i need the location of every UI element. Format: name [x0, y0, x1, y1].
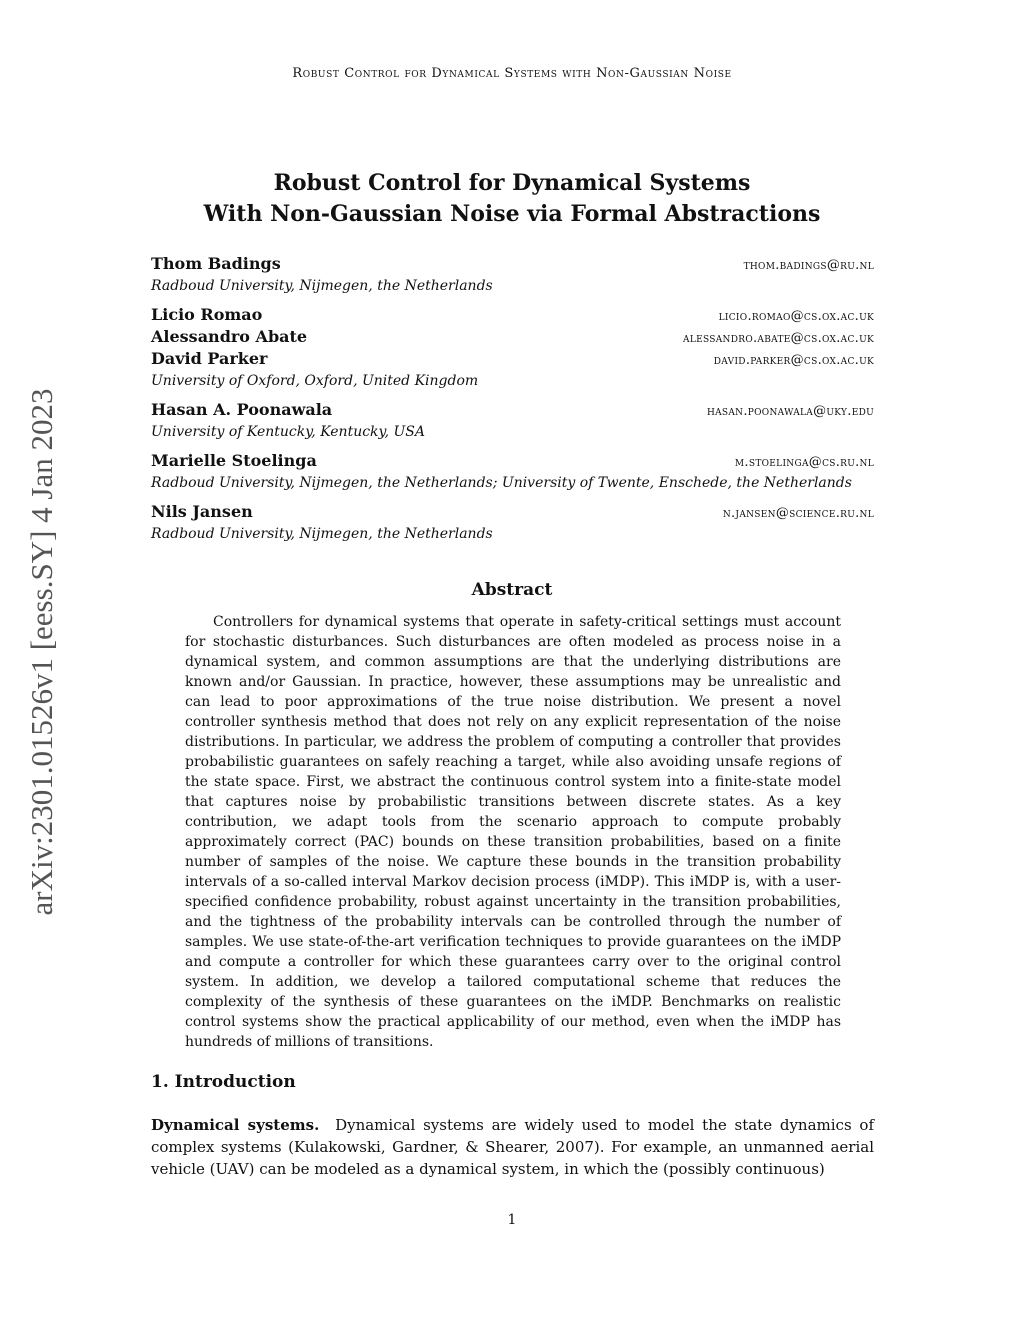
author-group [151, 305, 874, 391]
author-name: Nils Jansen [151, 502, 253, 521]
author-group [151, 502, 874, 544]
author-email[interactable]: m.stoelinga@cs.ru.nl [734, 455, 874, 470]
author-row [151, 305, 874, 327]
author-row [151, 254, 874, 276]
page-number: 1 [507, 1212, 517, 1228]
run-in-heading: Dynamical systems. [151, 1116, 320, 1134]
author-email[interactable]: thom.badings@ru.nl [743, 258, 874, 273]
author-email[interactable]: n.jansen@science.ru.nl [722, 506, 874, 521]
author-group [151, 400, 874, 442]
author-name: Licio Romao [151, 305, 263, 324]
section-heading: 1. Introduction [151, 1072, 296, 1092]
author-group [151, 254, 874, 296]
author-group [151, 451, 874, 493]
author-name: Hasan A. Poonawala [151, 400, 333, 419]
intro-paragraph [151, 1114, 874, 1180]
title-line: With Non-Gaussian Noise via Formal Abstractions [203, 201, 821, 227]
paragraph-text: Dynamical systems are widely used to model the state dynamics of complex systems (Kulakowski, Gardner, & Shearer, 2007). For example, an unmanned aerial vehicle (UAV) can be modeled as a dynamical system, in which the (possibly continuous) [151, 1116, 874, 1178]
author-row [151, 327, 874, 349]
author-row [151, 349, 874, 371]
author-email[interactable]: hasan.poonawala@uky.edu [706, 404, 874, 419]
author-name: Alessandro Abate [151, 327, 308, 346]
author-affiliation: University of Kentucky, Kentucky, USA [151, 424, 425, 440]
author-name: Thom Badings [151, 254, 281, 273]
arxiv-stamp: arXiv:2301.01526v1 [eess.SY] 4 Jan 2023 [24, 388, 59, 916]
author-affiliation: University of Oxford, Oxford, United Kingdom [151, 373, 479, 389]
abstract-heading: Abstract [471, 580, 553, 600]
author-name: Marielle Stoelinga [151, 451, 317, 470]
title-line: Robust Control for Dynamical Systems [273, 170, 751, 196]
author-affiliation: Radboud University, Nijmegen, the Netherlands [151, 278, 493, 294]
author-name: David Parker [151, 349, 268, 368]
author-affiliation: Radboud University, Nijmegen, the Netherlands; University of Twente, Enschede, the Netherlands [151, 475, 852, 491]
author-row [151, 502, 874, 524]
running-head: Robust Control for Dynamical Systems with Non-Gaussian Noise [292, 66, 732, 81]
author-block [151, 254, 874, 553]
paper-title [0, 168, 1024, 230]
abstract-text: Controllers for dynamical systems that operate in safety-critical settings must account for stochastic disturbances. Such disturbances are often modeled as process noise in a dynamical system, and common assumptions are that the underlying distributions are known and/or Gaussian. In practice, however, these assumptions may be unrealistic and can lead to poor approximations of the true noise distribution. We present a novel controller synthesis method that does not rely on any explicit representation of the noise distributions. In particular, we address the problem of computing a controller that provides probabilistic guarantees on safely reaching a target, while also avoiding unsafe regions of the state space. First, we abstract the continuous control system into a finite-state model that captures noise by probabilistic transitions between discrete states. As a key contribution, we adapt tools from the scenario approach to compute probably approximately correct (PAC) bounds on these transition probabilities, based on a finite number of samples of the noise. We capture these bounds in the transition probability intervals of a so-called interval Markov decision process (iMDP). This iMDP is, with a user-specified confidence probability, robust against uncertainty in the transition probabilities, and the tightness of the probability intervals can be controlled through the number of samples. We use state-of-the-art verification techniques to provide guarantees on the iMDP and compute a controller for which these guarantees carry over to the original control system. In addition, we develop a tailored computational scheme that reduces the complexity of the synthesis of these guarantees on the iMDP. Benchmarks on realistic control systems show the practical applicability of our method, even when the iMDP has hundreds of millions of transitions. [185, 614, 841, 1050]
author-row [151, 400, 874, 422]
author-email[interactable]: licio.romao@cs.ox.ac.uk [718, 309, 874, 324]
author-row [151, 451, 874, 473]
author-email[interactable]: david.parker@cs.ox.ac.uk [713, 353, 874, 368]
author-email[interactable]: alessandro.abate@cs.ox.ac.uk [683, 331, 874, 346]
author-affiliation: Radboud University, Nijmegen, the Netherlands [151, 526, 493, 542]
